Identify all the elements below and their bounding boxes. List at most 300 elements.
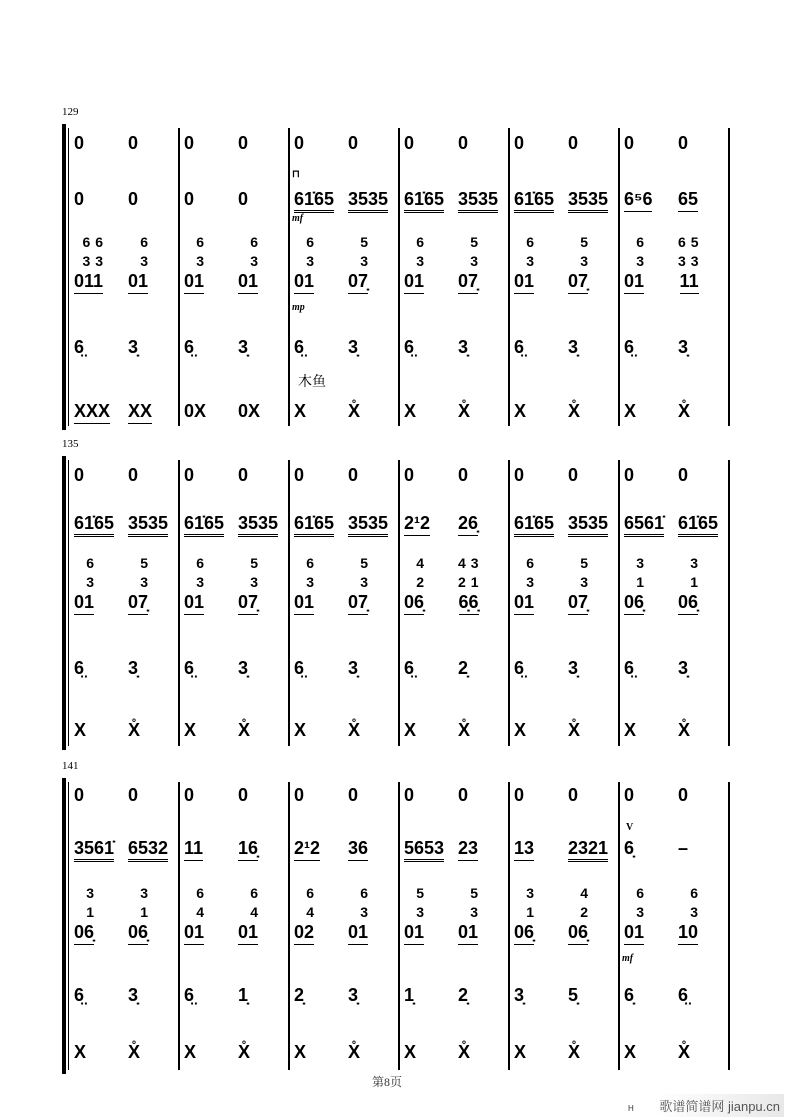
chord-upper: 6 xyxy=(140,234,154,250)
percussion-note: X̊ xyxy=(568,1042,581,1062)
part2-note: – xyxy=(678,838,689,858)
system-number: 129 xyxy=(62,106,79,118)
chord-main: 06̣ xyxy=(404,592,424,615)
part2-note: 36 xyxy=(348,838,368,861)
percussion-note: X xyxy=(514,401,527,421)
part3-chord xyxy=(184,884,210,945)
chord-upper: 6 xyxy=(250,885,264,901)
barline xyxy=(508,460,510,746)
part4-note: 6̤ xyxy=(624,658,635,678)
part1-note: 0 xyxy=(184,785,195,805)
part4-note: 6̤ xyxy=(184,985,195,1005)
chord-upper: 3 xyxy=(526,885,540,901)
chord-main: 01 xyxy=(404,271,424,294)
part4-note: 3̣ xyxy=(678,337,689,357)
part3-chord xyxy=(74,554,100,615)
part2-note: 0 xyxy=(184,189,195,209)
part1-note: 0 xyxy=(458,465,469,485)
chord-main: 01 xyxy=(74,592,94,615)
percussion-note: X xyxy=(74,720,87,740)
system-bracket xyxy=(62,456,66,750)
part2-note: 3535 xyxy=(238,513,278,537)
system-bracket xyxy=(62,124,66,430)
percussion-note: X̊ xyxy=(348,720,361,740)
part3-chord xyxy=(128,554,154,615)
chord-middle: 3 xyxy=(470,904,484,920)
percussion-note: X xyxy=(514,720,527,740)
part2-note: 61̇65 xyxy=(74,513,114,537)
chord-main: 01 xyxy=(348,922,368,945)
chord-upper: 6 xyxy=(636,885,650,901)
chord-main: 01 xyxy=(624,922,644,945)
part2-note: 61̇65 xyxy=(514,513,554,537)
barline xyxy=(398,460,400,746)
part4-note: 1̣ xyxy=(238,985,249,1005)
part4-note: 3̣ xyxy=(678,658,689,678)
percussion-note: X̊ xyxy=(678,720,691,740)
dynamic-mark: mf xyxy=(292,213,304,224)
percussion-note: X̊ xyxy=(568,401,581,421)
part1-note: 0 xyxy=(624,785,635,805)
chord-upper: 6 xyxy=(86,555,100,571)
chord-main: 01 xyxy=(514,271,534,294)
part4-note: 6̤ xyxy=(184,658,195,678)
chord-middle: 3 xyxy=(526,574,540,590)
chord-middle: 3 xyxy=(140,253,154,269)
chord-main: 01 xyxy=(184,922,204,945)
system-line xyxy=(68,128,69,426)
chord-middle: 3 xyxy=(416,253,430,269)
part3-chord xyxy=(568,554,594,615)
chord-main: 01 xyxy=(404,922,424,945)
part4-note: 3̣ xyxy=(458,337,469,357)
chord-main: 01 xyxy=(514,592,534,615)
barline xyxy=(288,460,290,746)
part4-note: 6̤ xyxy=(294,658,305,678)
chord-upper: 6 xyxy=(306,885,320,901)
chord-middle: 1 xyxy=(86,904,100,920)
system-line xyxy=(68,460,69,746)
chord-middle: 4 xyxy=(196,904,210,920)
part4-note: 3̣ xyxy=(128,337,139,357)
part1-note: 0 xyxy=(238,465,249,485)
part3-chord xyxy=(348,233,374,294)
chord-upper: 6 xyxy=(416,234,430,250)
part2-note: 61̇65 xyxy=(678,513,718,537)
chord-main: 01 xyxy=(128,271,148,294)
part2-note: 3535 xyxy=(568,513,608,537)
chord-upper: 5 xyxy=(580,234,594,250)
percussion-note: 0X xyxy=(238,401,261,421)
part2-note: 13 xyxy=(514,838,534,861)
chord-middle: 3 xyxy=(196,574,210,590)
chord-upper: 5 xyxy=(360,234,374,250)
percussion-note: X̊ xyxy=(128,1042,141,1062)
percussion-note: X xyxy=(624,401,637,421)
chord-middle: 3 xyxy=(416,904,430,920)
part3-chord xyxy=(624,233,650,294)
part4-note: 6̤ xyxy=(184,337,195,357)
part2-note: 6561̇ xyxy=(624,513,664,537)
percussion-note: X̊ xyxy=(458,401,471,421)
percussion-note: X xyxy=(404,401,417,421)
part1-note: 0 xyxy=(404,785,415,805)
chord-middle: 3 xyxy=(140,574,154,590)
part2-note: 61̇65 xyxy=(294,189,334,213)
part2-note: 23 xyxy=(458,838,478,861)
part3-chord xyxy=(514,233,540,294)
chord-upper: 6 xyxy=(306,234,320,250)
part1-note: 0 xyxy=(678,465,689,485)
part2-note: 61̇65 xyxy=(514,189,554,213)
part4-note: 2̣ xyxy=(294,985,305,1005)
part2-note: 5653 xyxy=(404,838,444,862)
part4-note: 3̣ xyxy=(348,985,359,1005)
chord-upper: 3 xyxy=(140,885,154,901)
barline xyxy=(288,782,290,1070)
chord-main: 06̣ xyxy=(128,922,148,945)
part3-chord xyxy=(458,554,484,615)
chord-upper: 6 xyxy=(250,234,264,250)
part2-note: 65 xyxy=(678,189,698,212)
chord-middle: 3 xyxy=(360,574,374,590)
part3-chord xyxy=(128,233,154,294)
part3-chord xyxy=(678,884,704,945)
chord-upper: 65 xyxy=(678,234,704,250)
part2-note: 2321 xyxy=(568,838,608,862)
instrument-label: 木鱼 xyxy=(298,374,326,390)
part1-note: 0 xyxy=(348,785,359,805)
part2-note: 61̇65 xyxy=(184,513,224,537)
part4-note: 6̣ xyxy=(624,985,635,1005)
chord-main: 06̣ xyxy=(74,922,94,945)
part3-chord xyxy=(74,884,100,945)
chord-middle: 33 xyxy=(82,253,109,269)
bowing-mark: ⊓ xyxy=(292,169,300,180)
chord-main: 01 xyxy=(458,922,478,945)
part1-note: 0 xyxy=(624,465,635,485)
part2-note: 16̣ xyxy=(238,838,258,861)
chord-middle: 4 xyxy=(250,904,264,920)
chord-upper: 6 xyxy=(690,885,704,901)
percussion-note: X̊ xyxy=(348,1042,361,1062)
part3-chord xyxy=(74,233,109,294)
part1-note: 0 xyxy=(74,785,85,805)
part1-note: 0 xyxy=(514,465,525,485)
chord-upper: 3 xyxy=(636,555,650,571)
part3-chord xyxy=(624,554,650,615)
part1-note: 0 xyxy=(74,465,85,485)
chord-upper: 5 xyxy=(470,234,484,250)
chord-upper: 3 xyxy=(86,885,100,901)
part4-note: 2̣ xyxy=(458,985,469,1005)
chord-main: 01 xyxy=(184,271,204,294)
part4-note: 6̤ xyxy=(74,658,85,678)
part1-note: 0 xyxy=(678,133,689,153)
part4-note: 6̤ xyxy=(404,658,415,678)
part2-note: 0 xyxy=(74,189,85,209)
part3-chord xyxy=(238,233,264,294)
part3-chord xyxy=(184,233,210,294)
part4-note: 6̤ xyxy=(294,337,305,357)
part1-note: 0 xyxy=(514,133,525,153)
chord-upper: 5 xyxy=(580,555,594,571)
chord-upper: 4 xyxy=(416,555,430,571)
part3-chord xyxy=(294,554,320,615)
part3-chord xyxy=(404,554,430,615)
chord-main: 06̣ xyxy=(678,592,698,615)
chord-middle: 21 xyxy=(458,574,484,590)
chord-main: 07̣ xyxy=(238,592,258,615)
part1-note: 0 xyxy=(238,133,249,153)
part2-note: 3535 xyxy=(458,189,498,213)
chord-main: 07̣ xyxy=(568,271,588,294)
percussion-note: X xyxy=(294,720,307,740)
barline xyxy=(398,782,400,1070)
chord-middle: 3 xyxy=(580,574,594,590)
chord-upper: 6 xyxy=(636,234,650,250)
part2-note: 3535 xyxy=(348,189,388,213)
chord-main: 01 xyxy=(238,271,258,294)
part3-chord xyxy=(238,554,264,615)
part3-chord xyxy=(514,884,540,945)
chord-main: 01 xyxy=(294,271,314,294)
chord-main: 07̣ xyxy=(348,592,368,615)
chord-upper: 5 xyxy=(360,555,374,571)
part1-note: 0 xyxy=(348,133,359,153)
dynamic-mark: mf xyxy=(622,953,634,964)
chord-upper: 6 xyxy=(196,885,210,901)
chord-upper: 6 xyxy=(360,885,374,901)
chord-middle: 3 xyxy=(636,904,650,920)
part4-note: 3̣ xyxy=(568,337,579,357)
part1-note: 0 xyxy=(294,785,305,805)
part2-note: 3561̇ xyxy=(74,838,114,862)
percussion-note: X̊ xyxy=(678,1042,691,1062)
part1-note: 0 xyxy=(624,133,635,153)
chord-main: 01 xyxy=(294,592,314,615)
chord-middle: 3 xyxy=(690,904,704,920)
chord-middle: 1 xyxy=(526,904,540,920)
chord-main: 01 xyxy=(624,271,644,294)
percussion-note: X xyxy=(514,1042,527,1062)
chord-upper: 6 xyxy=(306,555,320,571)
chord-upper: 6 xyxy=(196,234,210,250)
watermark: 歌谱简谱网 jianpu.cn xyxy=(655,1094,784,1117)
part4-note: 3̣ xyxy=(348,658,359,678)
chord-main: 11 xyxy=(680,271,699,294)
percussion-note: X xyxy=(404,1042,417,1062)
system-number: 135 xyxy=(62,438,79,450)
dynamic-mark: mp xyxy=(292,302,305,313)
part1-note: 0 xyxy=(184,465,195,485)
breath-mark: V xyxy=(626,822,634,833)
barline xyxy=(728,128,730,426)
barline xyxy=(618,782,620,1070)
chord-middle: 2 xyxy=(580,904,594,920)
barline xyxy=(178,128,180,426)
system-bracket xyxy=(62,778,66,1074)
part1-note: 0 xyxy=(458,133,469,153)
watermark-mark: H xyxy=(628,1104,634,1113)
percussion-note: X̊ xyxy=(678,401,691,421)
chord-middle: 3 xyxy=(250,574,264,590)
chord-middle: 3 xyxy=(86,574,100,590)
part3-chord xyxy=(404,233,430,294)
percussion-note: X xyxy=(404,720,417,740)
part1-note: 0 xyxy=(514,785,525,805)
chord-main: 07̣ xyxy=(128,592,148,615)
part1-note: 0 xyxy=(128,133,139,153)
part4-note: 3̣ xyxy=(348,337,359,357)
percussion-note: X xyxy=(184,720,197,740)
part2-note: 6⁵6 xyxy=(624,189,652,212)
part1-note: 0 xyxy=(568,133,579,153)
percussion-note: XX xyxy=(128,401,152,424)
barline xyxy=(618,460,620,746)
part3-chord xyxy=(514,554,540,615)
part4-note: 3̣ xyxy=(514,985,525,1005)
part4-note: 6̤ xyxy=(624,337,635,357)
barline xyxy=(508,782,510,1070)
chord-middle: 3 xyxy=(360,253,374,269)
percussion-note: X̊ xyxy=(458,720,471,740)
percussion-note: X xyxy=(184,1042,197,1062)
percussion-note: X xyxy=(624,1042,637,1062)
part4-note: 3̣ xyxy=(238,337,249,357)
part3-chord xyxy=(624,884,650,945)
chord-middle: 3 xyxy=(580,253,594,269)
part3-chord xyxy=(348,884,374,945)
chord-upper: 6 xyxy=(526,234,540,250)
chord-main: 06̣ xyxy=(514,922,534,945)
chord-main: 01 xyxy=(184,592,204,615)
chord-middle: 1 xyxy=(636,574,650,590)
part3-chord xyxy=(238,884,264,945)
percussion-note: X̊ xyxy=(238,1042,251,1062)
chord-middle: 3 xyxy=(636,253,650,269)
chord-middle: 3 xyxy=(196,253,210,269)
part1-note: 0 xyxy=(348,465,359,485)
part4-note: 2̣ xyxy=(458,658,469,678)
part3-chord xyxy=(404,884,430,945)
chord-upper: 43 xyxy=(458,555,484,571)
barline xyxy=(288,128,290,426)
part2-note: 2¹2 xyxy=(294,838,320,861)
percussion-note: X xyxy=(294,401,307,421)
barline xyxy=(728,782,730,1070)
part1-note: 0 xyxy=(568,465,579,485)
chord-main: 011 xyxy=(74,271,103,294)
part4-note: 6̤ xyxy=(404,337,415,357)
part1-note: 0 xyxy=(404,465,415,485)
percussion-note: X̊ xyxy=(128,720,141,740)
part4-note: 5̣ xyxy=(568,985,579,1005)
chord-middle: 3 xyxy=(306,253,320,269)
percussion-note: X̊ xyxy=(568,720,581,740)
chord-upper: 6 xyxy=(196,555,210,571)
part4-note: 3̣ xyxy=(568,658,579,678)
chord-middle: 3 xyxy=(306,574,320,590)
percussion-note: X xyxy=(294,1042,307,1062)
barline xyxy=(398,128,400,426)
chord-upper: 66 xyxy=(82,234,109,250)
part3-chord xyxy=(568,233,594,294)
part1-note: 0 xyxy=(294,133,305,153)
part3-chord xyxy=(678,554,704,615)
part2-note: 6̣ xyxy=(624,838,635,858)
chord-main: 07̣ xyxy=(568,592,588,615)
part3-chord xyxy=(128,884,154,945)
part4-note: 1̣ xyxy=(404,985,415,1005)
barline xyxy=(178,460,180,746)
chord-upper: 3 xyxy=(690,555,704,571)
chord-upper: 5 xyxy=(140,555,154,571)
chord-upper: 6 xyxy=(526,555,540,571)
part1-note: 0 xyxy=(458,785,469,805)
part2-note: 6532 xyxy=(128,838,168,862)
part1-note: 0 xyxy=(404,133,415,153)
part3-chord xyxy=(568,884,594,945)
part4-note: 3̣ xyxy=(238,658,249,678)
chord-upper: 5 xyxy=(250,555,264,571)
part3-chord xyxy=(294,884,320,945)
part3-chord xyxy=(458,233,484,294)
barline xyxy=(618,128,620,426)
percussion-note: X̊ xyxy=(348,401,361,421)
chord-middle: 2 xyxy=(416,574,430,590)
part3-chord xyxy=(184,554,210,615)
chord-main: 10 xyxy=(678,922,698,945)
part2-note: 3535 xyxy=(348,513,388,537)
chord-middle: 3 xyxy=(360,904,374,920)
system-number: 141 xyxy=(62,760,79,772)
part2-note: 0 xyxy=(238,189,249,209)
chord-middle: 3 xyxy=(250,253,264,269)
barline xyxy=(728,460,730,746)
part2-note: 11 xyxy=(184,838,203,861)
part3-chord xyxy=(348,554,374,615)
part3-chord xyxy=(678,233,704,294)
percussion-note: XXX xyxy=(74,401,110,424)
barline xyxy=(178,782,180,1070)
system-line xyxy=(68,782,69,1070)
part4-note: 6̤ xyxy=(74,337,85,357)
chord-main: 07̣ xyxy=(458,271,478,294)
part1-note: 0 xyxy=(294,465,305,485)
part4-note: 3̣ xyxy=(128,985,139,1005)
part2-note: 0 xyxy=(128,189,139,209)
barline xyxy=(508,128,510,426)
chord-middle: 33 xyxy=(678,253,704,269)
part4-note: 6̤ xyxy=(514,337,525,357)
chord-main: 01 xyxy=(238,922,258,945)
part4-note: 6̤ xyxy=(514,658,525,678)
chord-middle: 3 xyxy=(470,253,484,269)
chord-middle: 1 xyxy=(140,904,154,920)
part1-note: 0 xyxy=(238,785,249,805)
chord-main: 02 xyxy=(294,922,314,945)
chord-upper: 5 xyxy=(416,885,430,901)
chord-middle: 1 xyxy=(690,574,704,590)
chord-middle: 3 xyxy=(526,253,540,269)
part4-note: 6̤ xyxy=(678,985,689,1005)
percussion-note: X̊ xyxy=(458,1042,471,1062)
chord-main: 06̣ xyxy=(568,922,588,945)
part1-note: 0 xyxy=(678,785,689,805)
chord-main: 07̣ xyxy=(348,271,368,294)
part1-note: 0 xyxy=(128,785,139,805)
